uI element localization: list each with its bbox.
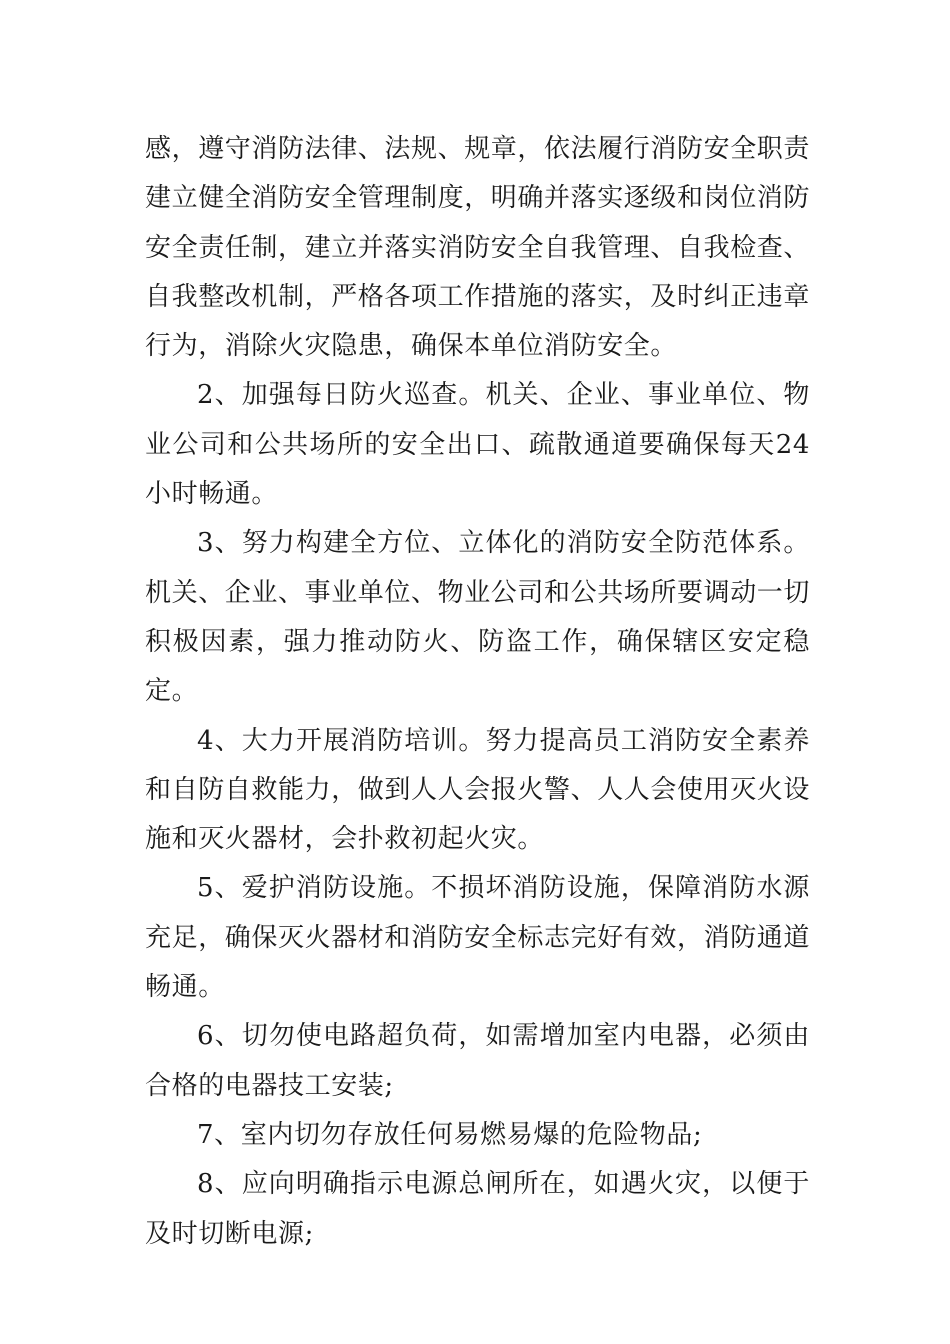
paragraph-item-5: 5、爱护消防设施。不损坏消防设施，保障消防水源充足，确保灭火器材和消防安全标志完好有效，消防通道畅通。 bbox=[145, 873, 811, 1003]
document-body bbox=[145, 125, 810, 1259]
paragraph-item-3: 3、努力构建全方位、立体化的消防安全防范体系。机关、企业、事业单位、物业公司和公共场所要调动一切积极因素，强力推动防火、防盗工作，确保辖区安定稳定。 bbox=[145, 528, 811, 707]
paragraph-continuation: 感，遵守消防法律、法规、规章，依法履行消防安全职责建立健全消防安全管理制度，明确并落实逐级和岗位消防安全责任制，建立并落实消防安全自我管理、自我检查、自我整改机制，严格各项工作措施的落实，及时纠正违章行为，消除火灾隐患，确保本单位消防安全。 bbox=[145, 134, 811, 362]
paragraph-item-7: 7、室内切勿存放任何易燃易爆的危险物品; bbox=[197, 1119, 703, 1150]
paragraph-item-8: 8、应向明确指示电源总闸所在，如遇火灾，以便于及时切断电源; bbox=[145, 1169, 810, 1249]
paragraph-item-6: 6、切勿使电路超负荷，如需增加室内电器，必须由合格的电器技工安装; bbox=[145, 1021, 810, 1101]
paragraph-item-2: 2、加强每日防火巡查。机关、企业、事业单位、物业公司和公共场所的安全出口、疏散通道要确保每天24小时畅通。 bbox=[145, 380, 810, 510]
paragraph-item-4: 4、大力开展消防培训。努力提高员工消防安全素养和自防自救能力，做到人人会报火警、人人会使用灭火设施和灭火器材，会扑救初起火灾。 bbox=[145, 725, 811, 855]
